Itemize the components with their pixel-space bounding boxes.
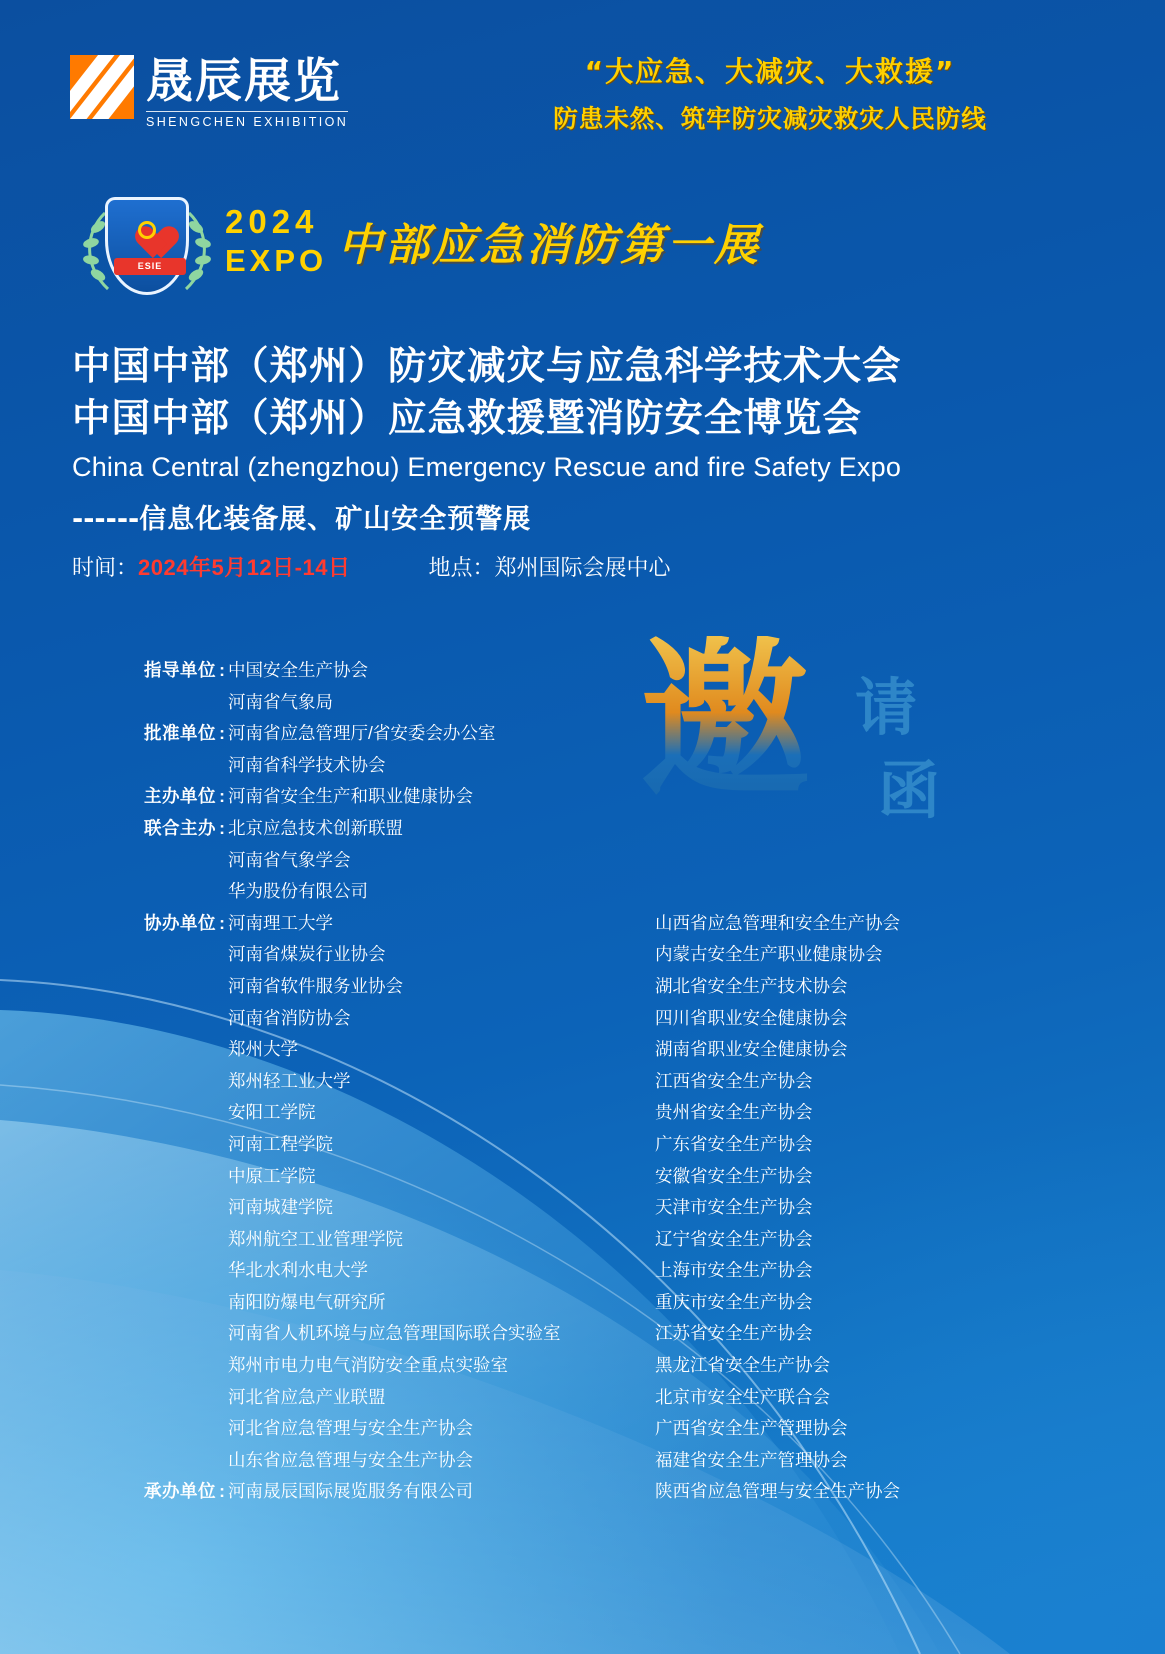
support-left-16: 河北省应急管理与安全生产协会 <box>228 1418 473 1439</box>
org-value-approval-2: 河南省科学技术协会 <box>228 754 386 775</box>
support-left-0: 河南理工大学 <box>228 912 333 933</box>
support-right-11: 上海市安全生产协会 <box>655 1260 813 1281</box>
org-colon: : <box>219 1481 225 1502</box>
slogan-line-2: 防患未然、筑牢防灾减灾救灾人民防线 <box>553 104 987 133</box>
support-left-5: 郑州轻工业大学 <box>228 1070 351 1091</box>
support-left-2: 河南省软件服务业协会 <box>228 975 403 996</box>
org-row-approval-2 <box>110 750 1100 782</box>
support-left-1: 河南省煤炭行业协会 <box>228 944 386 965</box>
support-right-0: 山西省应急管理和安全生产协会 <box>655 912 900 933</box>
invitation-char-yao: 邀 <box>640 622 811 820</box>
support-left-7: 河南工程学院 <box>228 1133 333 1154</box>
org-value-organizer-1: 河南晟辰国际展览服务有限公司 <box>228 1481 473 1502</box>
place-label: 地点： <box>428 555 495 580</box>
support-right-6: 贵州省安全生产协会 <box>655 1102 813 1123</box>
title-cn-line-1: 中国中部（郑州）防灾减灾与应急科学技术大会 <box>72 344 902 389</box>
support-right-15: 北京市安全生产联合会 <box>655 1386 830 1407</box>
org-value-approval-1: 河南省应急管理厅/省安委会办公室 <box>228 723 496 744</box>
support-left-8: 中原工学院 <box>228 1165 316 1186</box>
slogan-line-1: “大应急、大减灾、大救援” <box>584 55 956 88</box>
support-right-4: 湖南省职业安全健康协会 <box>655 1039 848 1060</box>
org-row-guidance-2 <box>110 687 1100 719</box>
org-colon: : <box>219 817 225 838</box>
support-right-1: 内蒙古安全生产职业健康协会 <box>655 944 883 965</box>
support-right-16: 广西省安全生产管理协会 <box>655 1418 848 1439</box>
support-right-10: 辽宁省安全生产协会 <box>655 1228 813 1249</box>
title-cn-line-2: 中国中部（郑州）应急救援暨消防安全博览会 <box>72 396 863 441</box>
expo-year: 2024 <box>225 203 319 240</box>
org-label-host: 主办单位 <box>144 786 216 807</box>
support-right-9: 天津市安全生产协会 <box>655 1197 813 1218</box>
time-label: 时间： <box>72 555 139 580</box>
support-left-9: 河南城建学院 <box>228 1197 333 1218</box>
org-row-support <box>110 908 640 940</box>
org-label-cohost: 联合主办 <box>144 817 216 838</box>
invitation-char-han: 函 <box>878 754 941 827</box>
support-right-8: 安徽省安全生产协会 <box>655 1165 813 1186</box>
support-right-13: 江苏省安全生产协会 <box>655 1323 813 1344</box>
support-right-3: 四川省职业安全健康协会 <box>655 1007 848 1028</box>
org-value-cohost-1: 北京应急技术创新联盟 <box>228 817 403 838</box>
support-left-10: 郑州航空工业管理学院 <box>228 1228 403 1249</box>
org-label-guidance: 指导单位 <box>144 660 216 680</box>
org-colon: : <box>219 786 225 807</box>
support-left-13: 河南省人机环境与应急管理国际联合实验室 <box>228 1323 561 1344</box>
org-colon: : <box>219 912 225 933</box>
org-value-cohost-3: 华为股份有限公司 <box>228 881 368 902</box>
support-units-right-column <box>655 908 1075 1508</box>
org-label-organizer: 承办单位 <box>144 1481 216 1502</box>
subtitle-text: 信息化装备展、矿山安全预警展 <box>139 504 532 535</box>
org-row-host <box>110 781 1100 813</box>
expo-title-cn: 中部应急消防第一展 <box>338 220 761 271</box>
invitation-char-qing: 请 <box>855 671 918 744</box>
org-label-approval: 批准单位 <box>144 723 216 744</box>
support-right-5: 江西省安全生产协会 <box>655 1070 813 1091</box>
place-value: 郑州国际会展中心 <box>494 555 671 580</box>
support-left-11: 华北水利水电大学 <box>228 1260 368 1281</box>
support-left-4: 郑州大学 <box>228 1039 298 1060</box>
org-colon: : <box>219 660 225 680</box>
title-en: China Central (zhengzhou) Emergency Rescue and fire Safety Expo <box>72 452 902 482</box>
org-row-cohost-2 <box>110 845 1100 877</box>
three-stripes-logo-icon <box>70 55 134 119</box>
support-left-12: 南阳防爆电气研究所 <box>228 1291 386 1312</box>
support-left-6: 安阳工学院 <box>228 1102 316 1123</box>
support-units-block <box>110 908 1100 1508</box>
heart-icon <box>127 213 167 249</box>
org-value-guidance-2: 河南省气象局 <box>228 691 333 712</box>
poster-header <box>0 0 1165 160</box>
support-right-7: 广东省安全生产协会 <box>655 1133 813 1154</box>
org-row-organizer <box>110 1476 640 1508</box>
org-colon: : <box>219 723 225 744</box>
org-row-cohost <box>110 813 1100 845</box>
subtitle-dashes: ------ <box>72 504 140 535</box>
org-label-support: 协办单位 <box>144 912 216 933</box>
support-left-15: 河北省应急产业联盟 <box>228 1386 386 1407</box>
support-right-2: 湖北省安全生产技术协会 <box>655 975 848 996</box>
brand-name-en: SHENGCHEN EXHIBITION <box>146 111 348 129</box>
support-left-14: 郑州市电力电气消防安全重点实验室 <box>228 1355 508 1376</box>
org-value-host-1: 河南省安全生产和职业健康协会 <box>228 786 473 807</box>
expo-emblem <box>70 195 220 305</box>
time-value: 2024年5月12日-14日 <box>138 555 351 580</box>
support-right-14: 黑龙江省安全生产协会 <box>655 1355 830 1376</box>
support-units-left-column <box>110 908 640 1508</box>
brand-name-cn: 晟辰展览 <box>146 54 342 109</box>
org-row-cohost-3 <box>110 876 1100 908</box>
expo-title-row <box>0 195 1165 315</box>
brand-logo <box>70 55 348 129</box>
org-row-approval <box>110 718 1100 750</box>
support-left-3: 河南省消防协会 <box>228 1007 351 1028</box>
support-left-17: 山东省应急管理与安全生产协会 <box>228 1449 473 1470</box>
support-right-12: 重庆市安全生产协会 <box>655 1291 813 1312</box>
support-right-17: 福建省安全生产管理协会 <box>655 1449 848 1470</box>
organizer-list <box>110 655 1100 1508</box>
org-value-cohost-2: 河南省气象学会 <box>228 849 351 870</box>
org-row-guidance <box>110 655 1100 687</box>
emblem-ribbon-label: ESIE <box>114 258 186 275</box>
expo-word: EXPO <box>225 243 328 278</box>
slogan-block <box>490 50 1050 135</box>
support-right-18: 陕西省应急管理与安全生产协会 <box>655 1481 900 1502</box>
org-value-guidance-1: 中国安全生产协会 <box>228 660 368 680</box>
